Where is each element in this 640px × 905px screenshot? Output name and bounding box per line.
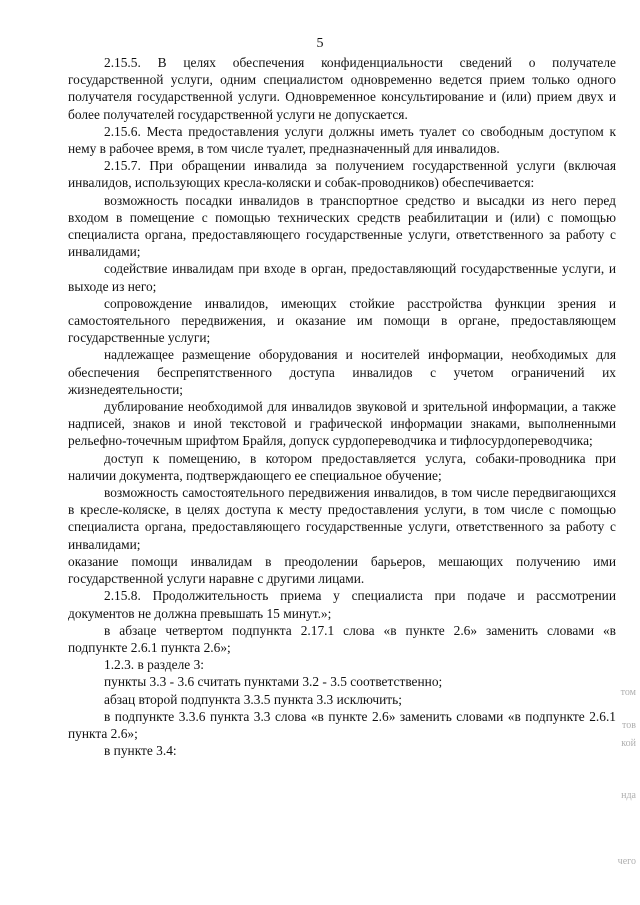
bleed-through-text: тов	[622, 720, 636, 731]
amendment-3-3-6: в подпункте 3.3.6 пункта 3.3 слова «в пункте 2.6» заменить словами «в подпункте 2.6.1 пункта 2.6»;	[68, 708, 616, 741]
list-item-independent-movement: возможность самостоятельного передвижения инвалидов, в том числе передвигающихся в кресле-коляске, в целях доступа к месту предоставления услуги, в том числе с помощью специалиста органа, предоставляющего государственные услуги, ответственного за работу с инвалидами;	[68, 485, 616, 552]
list-item-guide-dog-access: доступ к помещению, в котором предоставляется услуга, собаки-проводника при наличии документа, подтверждающего ее специальное обучение;	[68, 450, 616, 483]
bleed-through-text: том	[620, 687, 636, 698]
amendment-exclusion: абзац второй подпункта 3.3.5 пункта 3.3 исключить;	[104, 691, 402, 707]
document-body	[68, 54, 616, 759]
paragraph-2-15-5: 2.15.5. В целях обеспечения конфиденциальности сведений о получателе государственной услуги, одним специалистом одновременно ведется прием только одного получателя государственной услуги. Одновременное консультирование и (или) прием двух и более получателей государственной услуги не допускается.	[68, 55, 616, 122]
list-item-information-duplication: дублирование необходимой для инвалидов звуковой и зрительной информации, а также надписей, знаков и иной текстовой и графической информации знаками, выполненными рельефно-точечным шрифтом Брайля, допуск сурдопереводчика и тифлосурдопереводчика;	[68, 399, 616, 449]
amendment-3-4: в пункте 3.4:	[104, 743, 177, 759]
amendment-1-2-3: 1.2.3. в разделе 3:	[104, 657, 204, 673]
list-item-equipment-placement: надлежащее размещение оборудования и носителей информации, необходимых для обеспечения беспрепятственного доступа инвалидов с учетом ограничений их жизнедеятельности;	[68, 347, 616, 397]
paragraph-2-15-6: 2.15.6. Места предоставления услуги должны иметь туалет со свободным доступом к нему в рабочее время, в том числе туалет, предназначенный для инвалидов.	[68, 123, 616, 157]
bleed-through-text: чего	[617, 856, 636, 867]
amendment-2-17-1: в абзаце четвертом подпункта 2.17.1 слова «в пункте 2.6» заменить словами «в подпункте 2.6.1 пункта 2.6»;	[68, 622, 616, 655]
paragraph-2-15-8: 2.15.8. Продолжительность приема у специалиста при подаче и рассмотрении документов не должна превышать 15 минут.»;	[68, 588, 616, 621]
page-number: 5	[316, 36, 324, 51]
amendment-renumbering: пункты 3.3 - 3.6 считать пунктами 3.2 - 3.5 соответственно;	[104, 674, 443, 690]
paragraph-2-15-7: 2.15.7. При обращении инвалида за получением государственной услуги (включая инвалидов, использующих кресла-коляски и собак-проводников) обеспечивается:	[68, 158, 616, 191]
list-item-entry-assistance: содействие инвалидам при входе в орган, предоставляющий государственные услуги, и выходе из него;	[68, 261, 616, 294]
list-item-barrier-assistance: оказание помощи инвалидам в преодолении барьеров, мешающих получению ими государственной услуги наравне с другими лицами.	[68, 553, 616, 587]
list-item-boarding: возможность посадки инвалидов в транспортное средство и высадки из него перед входом в помещение с помощью технических средств реабилитации и (или) с помощью специалиста органа, предоставляющего государственные услуги, ответственного за работу с инвалидами;	[68, 192, 616, 260]
list-item-escort: сопровождение инвалидов, имеющих стойкие расстройства функции зрения и самостоятельного передвижения, и оказание им помощи в органе, предоставляющем государственные услуги;	[68, 295, 616, 346]
bleed-through-text: кой	[621, 738, 636, 749]
bleed-through-text: нда	[621, 790, 636, 801]
